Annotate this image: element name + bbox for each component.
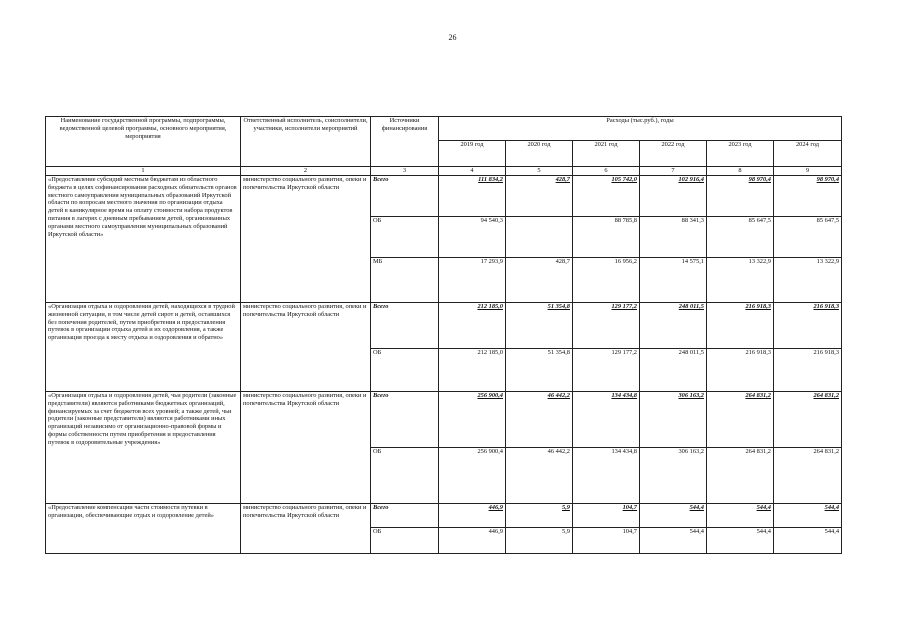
source-label: ОБ [371, 448, 439, 504]
expense-value: 94 540,3 [439, 217, 506, 258]
column-number: 1 [46, 167, 241, 176]
source-label: ОБ [371, 528, 439, 554]
column-number: 5 [506, 167, 573, 176]
expense-value: 216 918,3 [774, 303, 842, 349]
source-label: ОБ [371, 217, 439, 258]
expense-value: 428,7 [506, 258, 573, 303]
expense-value: 264 831,2 [707, 392, 774, 448]
expense-value: 544,4 [774, 504, 842, 528]
source-label: Всего [371, 504, 439, 528]
expense-value: 5,9 [506, 504, 573, 528]
expense-value: 256 900,4 [439, 448, 506, 504]
expense-value: 134 434,8 [573, 392, 640, 448]
expense-value: 85 647,5 [774, 217, 842, 258]
measure-name: «Организация отдыха и оздоровления детей, чьи родители (законные представители) являются работниками бюджетных организаций, финансируемых за счет бюджетов всех уровней; а также детей, чьи родители (законные представители) являются работниками иных организаций независимо от организационно-правовой формы и формы собственности путем приобретения и предоставления путевок в оздоровительные учреждения» [46, 392, 241, 504]
executor-name: министерство социального развития, опеки и попечительства Иркутской области [241, 176, 371, 303]
expense-value: 544,4 [774, 528, 842, 554]
expense-value: 256 900,4 [439, 392, 506, 448]
header-name: Наименование государственной программы, подпрограммы, ведомственной целевой программы, основного мероприятия, мероприятия [46, 117, 241, 167]
source-label: МБ [371, 258, 439, 303]
expense-value: 102 916,4 [640, 176, 707, 217]
expense-value: 248 011,5 [640, 303, 707, 349]
expense-value: 46 442,2 [506, 392, 573, 448]
expense-value: 134 434,8 [573, 448, 640, 504]
expense-value: 111 834,2 [439, 176, 506, 217]
expense-value [506, 217, 573, 258]
source-label: ОБ [371, 349, 439, 392]
expense-value: 51 354,8 [506, 349, 573, 392]
expense-value: 105 742,0 [573, 176, 640, 217]
page-number: 26 [448, 33, 457, 42]
expense-value: 264 831,2 [774, 392, 842, 448]
expense-value: 88 341,3 [640, 217, 707, 258]
expense-value: 544,4 [707, 528, 774, 554]
expense-value: 544,4 [707, 504, 774, 528]
expense-value: 216 918,3 [707, 303, 774, 349]
executor-name: министерство социального развития, опеки и попечительства Иркутской области [241, 504, 371, 554]
header-year: 2024 год [774, 141, 842, 167]
expense-value: 212 185,0 [439, 349, 506, 392]
expense-value: 51 354,8 [506, 303, 573, 349]
expense-value: 98 970,4 [774, 176, 842, 217]
measure-name: «Предоставление субсидий местным бюджетам из областного бюджета в целях софинансирования расходных обязательств органов местного самоуправления муниципальных образований Иркутской области по вопросам местного значения по организации отдыха детей в каникулярное время на оплату стоимости набора продуктов питания в лагерях с дневным пребыванием детей, организованных органами местного самоуправления муниципальных образований Иркутской области» [46, 176, 241, 303]
expense-value: 248 011,5 [640, 349, 707, 392]
expense-value: 216 918,3 [707, 349, 774, 392]
expense-value: 104,7 [573, 504, 640, 528]
expense-value: 129 177,2 [573, 303, 640, 349]
column-number: 4 [439, 167, 506, 176]
expense-value: 129 177,2 [573, 349, 640, 392]
expense-value: 544,4 [640, 528, 707, 554]
column-number: 3 [371, 167, 439, 176]
expense-value: 88 785,8 [573, 217, 640, 258]
expense-value: 98 970,4 [707, 176, 774, 217]
header-year: 2021 год [573, 141, 640, 167]
expense-value: 13 322,9 [707, 258, 774, 303]
expense-value: 104,7 [573, 528, 640, 554]
header-source: Источники финансирования [371, 117, 439, 167]
expense-value: 46 442,2 [506, 448, 573, 504]
expense-value: 212 185,0 [439, 303, 506, 349]
source-label: Всего [371, 392, 439, 448]
expense-value: 85 647,5 [707, 217, 774, 258]
expense-value: 446,9 [439, 528, 506, 554]
table-row [46, 176, 842, 217]
expense-value: 446,9 [439, 504, 506, 528]
header-year: 2022 год [640, 141, 707, 167]
expense-value: 306 163,2 [640, 448, 707, 504]
column-number: 8 [707, 167, 774, 176]
expense-value: 13 322,9 [774, 258, 842, 303]
table-row [46, 303, 842, 349]
expense-value: 428,7 [506, 176, 573, 217]
source-label: Всего [371, 176, 439, 217]
header-executor: Ответственный исполнитель, соисполнители, участники, исполнители мероприятий [241, 117, 371, 167]
expense-value: 16 956,2 [573, 258, 640, 303]
expenses-table [45, 116, 842, 554]
header-year: 2020 год [506, 141, 573, 167]
column-number: 9 [774, 167, 842, 176]
source-label: Всего [371, 303, 439, 349]
expense-value: 264 831,2 [774, 448, 842, 504]
expense-value: 14 575,1 [640, 258, 707, 303]
table-row [46, 392, 842, 448]
header-expenses: Расходы (тыс.руб.), годы [439, 117, 842, 141]
expense-value: 216 918,3 [774, 349, 842, 392]
expense-value: 264 831,2 [707, 448, 774, 504]
header-year: 2023 год [707, 141, 774, 167]
column-number: 6 [573, 167, 640, 176]
executor-name: министерство социального развития, опеки и попечительства Иркутской области [241, 303, 371, 392]
expense-value: 5,9 [506, 528, 573, 554]
expense-value: 17 293,9 [439, 258, 506, 303]
header-year: 2019 год [439, 141, 506, 167]
expense-value: 306 163,2 [640, 392, 707, 448]
table-row [46, 504, 842, 528]
expense-value: 544,4 [640, 504, 707, 528]
measure-name: «Предоставление компенсации части стоимости путевки в организации, обеспечивающие отдых и оздоровление детей» [46, 504, 241, 554]
column-number: 7 [640, 167, 707, 176]
column-number: 2 [241, 167, 371, 176]
measure-name: «Организация отдыха и оздоровления детей, находящихся в трудной жизненной ситуации, в том числе детей сирот и детей, оставшихся без попечения родителей, путем приобретения и предоставления путевок в организации отдыха детей и их оздоровления, а также организация проезда к месту отдыха и оздоровления и обратно» [46, 303, 241, 392]
executor-name: министерство социального развития, опеки и попечительства Иркутской области [241, 392, 371, 504]
